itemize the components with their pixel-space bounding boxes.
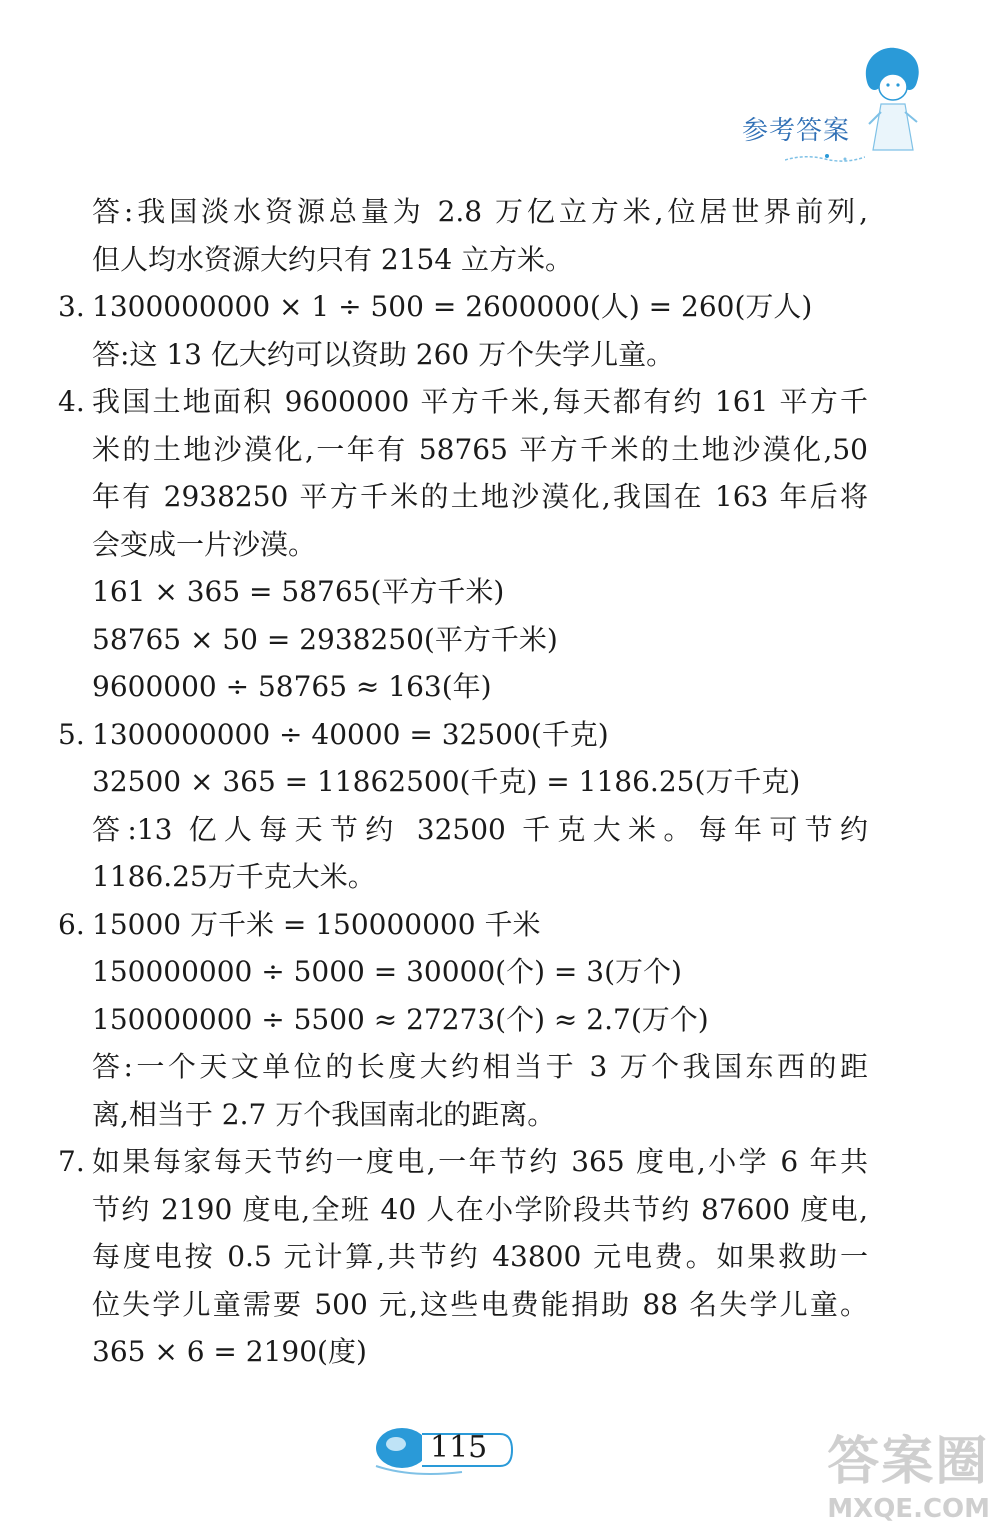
- girl-illustration-icon: [855, 42, 930, 162]
- text-line: 5. 1300000000 ÷ 40000 = 32500(千克): [58, 711, 868, 759]
- item-number: 4.: [58, 385, 85, 418]
- text-line: 每度电按 0.5 元计算,共节约 43800 元电费。如果救助一: [92, 1240, 868, 1273]
- text-line: 32500 × 365 = 11862500(千克) = 1186.25(万千克): [92, 765, 801, 798]
- watermark-text: 答案圈: [827, 1432, 990, 1492]
- text-line: 58765 × 50 = 2938250(平方千米): [92, 622, 558, 656]
- page-number: 115: [430, 1430, 488, 1465]
- watermark-url: MXQE.COM: [827, 1494, 990, 1524]
- text-line: 答:一个天文单位的长度大约相当于 3 万个我国东西的距: [92, 1050, 868, 1083]
- text-line: 1186.25万千克大米。: [92, 860, 376, 893]
- text-line: 年有 2938250 平方千米的土地沙漠化,我国在 163 年后将: [92, 480, 868, 513]
- text-line: 答:13 亿人每天节约 32500 千克大米。每年可节约: [92, 812, 868, 846]
- text-line: 365 × 6 = 2190(度): [92, 1335, 367, 1368]
- item-number: 7.: [58, 1145, 85, 1178]
- text-line: 150000000 ÷ 5000 = 30000(个) = 3(万个): [92, 955, 682, 988]
- text-line: 9600000 ÷ 58765 ≈ 163(年): [92, 670, 492, 703]
- watermark: [827, 1419, 990, 1524]
- answer-content: [58, 188, 868, 1376]
- text-line: 位失学儿童需要 500 元,这些电费能捐助 88 名失学儿童。: [92, 1287, 868, 1321]
- text-line: 7. 如果每家每天节约一度电,一年节约 365 度电,小学 6 年共: [58, 1138, 868, 1186]
- text-line: 米的土地沙漠化,一年有 58765 平方千米的土地沙漠化,50: [92, 432, 868, 466]
- text-line: 6. 15000 万千米 = 150000000 千米: [58, 901, 868, 949]
- text-line: 150000000 ÷ 5500 ≈ 27273(个) ≈ 2.7(万个): [92, 1002, 709, 1036]
- text-line: 答:我国淡水资源总量为 2.8 万亿立方米,位居世界前列,: [92, 195, 868, 228]
- text-line: 会变成一片沙漠。: [92, 527, 317, 561]
- header-decoration-icon: [785, 150, 865, 164]
- text-line: 4. 我国土地面积 9600000 平方千米,每天都有约 161 平方千: [58, 378, 868, 426]
- text-line: 161 × 365 = 58765(平方千米): [92, 575, 505, 608]
- item-number: 6.: [58, 907, 85, 941]
- item-number: 5.: [58, 717, 85, 751]
- item-number: 3.: [58, 290, 85, 323]
- text-line: 3. 1300000000 × 1 ÷ 500 = 2600000(人) = 260(万人): [58, 283, 868, 331]
- text-line: 答:这 13 亿大约可以资助 260 万个失学儿童。: [92, 337, 675, 371]
- header-title: 参考答案: [741, 116, 850, 146]
- text-line: 节约 2190 度电,全班 40 人在小学阶段共节约 87600 度电,: [92, 1192, 868, 1226]
- text-line: 但人均水资源大约只有 2154 立方米。: [92, 242, 574, 276]
- text-line: 离,相当于 2.7 万个我国南北的距离。: [92, 1097, 556, 1131]
